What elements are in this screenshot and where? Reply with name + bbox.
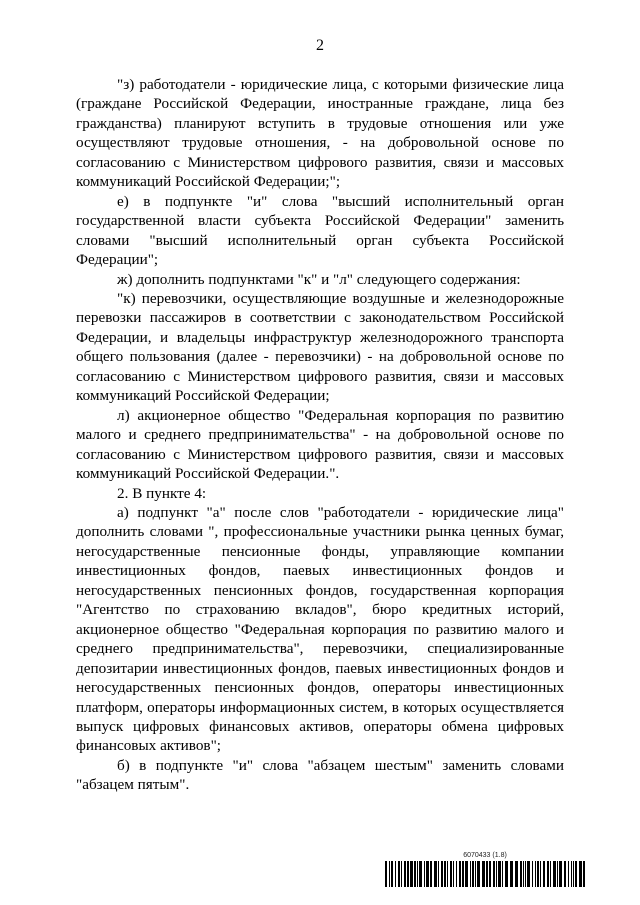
page-number: 2 [316,37,324,54]
paragraph-b: б) в подпункте "и" слова "абзацем шестым" заменить словами "абзацем пятым". [76,756,564,794]
paragraph-a: а) подпункт "а" после слов "работодатели - юридические лица" дополнить словами ", профессиональные участники рынка ценных бумаг, негосударственные пенсионные фонды, управляющие компании инвестиционных фондов, паевых инвестиционных фондов и негосударственных пенсионных фондов, государственная корпорация "Агентство по страхованию вкладов", бюро кредитных историй, акционерное общество "Федеральная корпорация по развитию малого и среднего предпринимательства", перевозчики, специализированные депозитарии инвестиционных фондов, паевых инвестиционных фондов и негосударственных пенсионных фондов, операторы инвестиционных платформ, операторы информационных систем, в которых осуществляется выпуск цифровых финансовых активов, операторы обмена цифровых финансовых активов"; [76,503,564,755]
barcode-label: 6070433 (1.8) [463,852,507,859]
paragraph-z: "з) работодатели - юридические лица, с которыми физические лица (граждане Российской Федерации, иностранные граждане, лица без гражданства) планируют вступить в трудовые отношения или уже осуществляют трудовые отношения, - на добровольной основе по согласованию с Министерством цифрового развития, связи и массовых коммуникаций Российской Федерации;"; [76,76,564,191]
paragraph-zh: ж) дополнить подпунктами "к" и "л" следующего содержания: [117,270,521,288]
barcode [385,852,585,888]
barcode-bars [385,861,585,887]
paragraph-k: "к) перевозчики, осуществляющие воздушные и железнодорожные перевозки пассажиров в соответствии с законодательством Российской Федерации, и владельцы инфраструктур железнодорожного транспорта общего пользования (далее - перевозчики) - на добровольной основе по согласованию с Министерством цифрового развития, связи и массовых коммуникаций Российской Федерации; [76,289,564,405]
paragraph-point-2: 2. В пункте 4: [117,484,207,502]
document-body [76,75,564,795]
paragraph-l: л) акционерное общество "Федеральная корпорация по развитию малого и среднего предпринимательства" - на добровольной основе по согласованию с Министерством цифрового развития, связи и массовых коммуникаций Российской Федерации.". [76,406,564,483]
paragraph-e: е) в подпункте "и" слова "высший исполнительный орган государственной власти субъекта Российской Федерации" заменить словами "высший исполнительный орган субъекта Российской Федерации"; [76,192,564,269]
